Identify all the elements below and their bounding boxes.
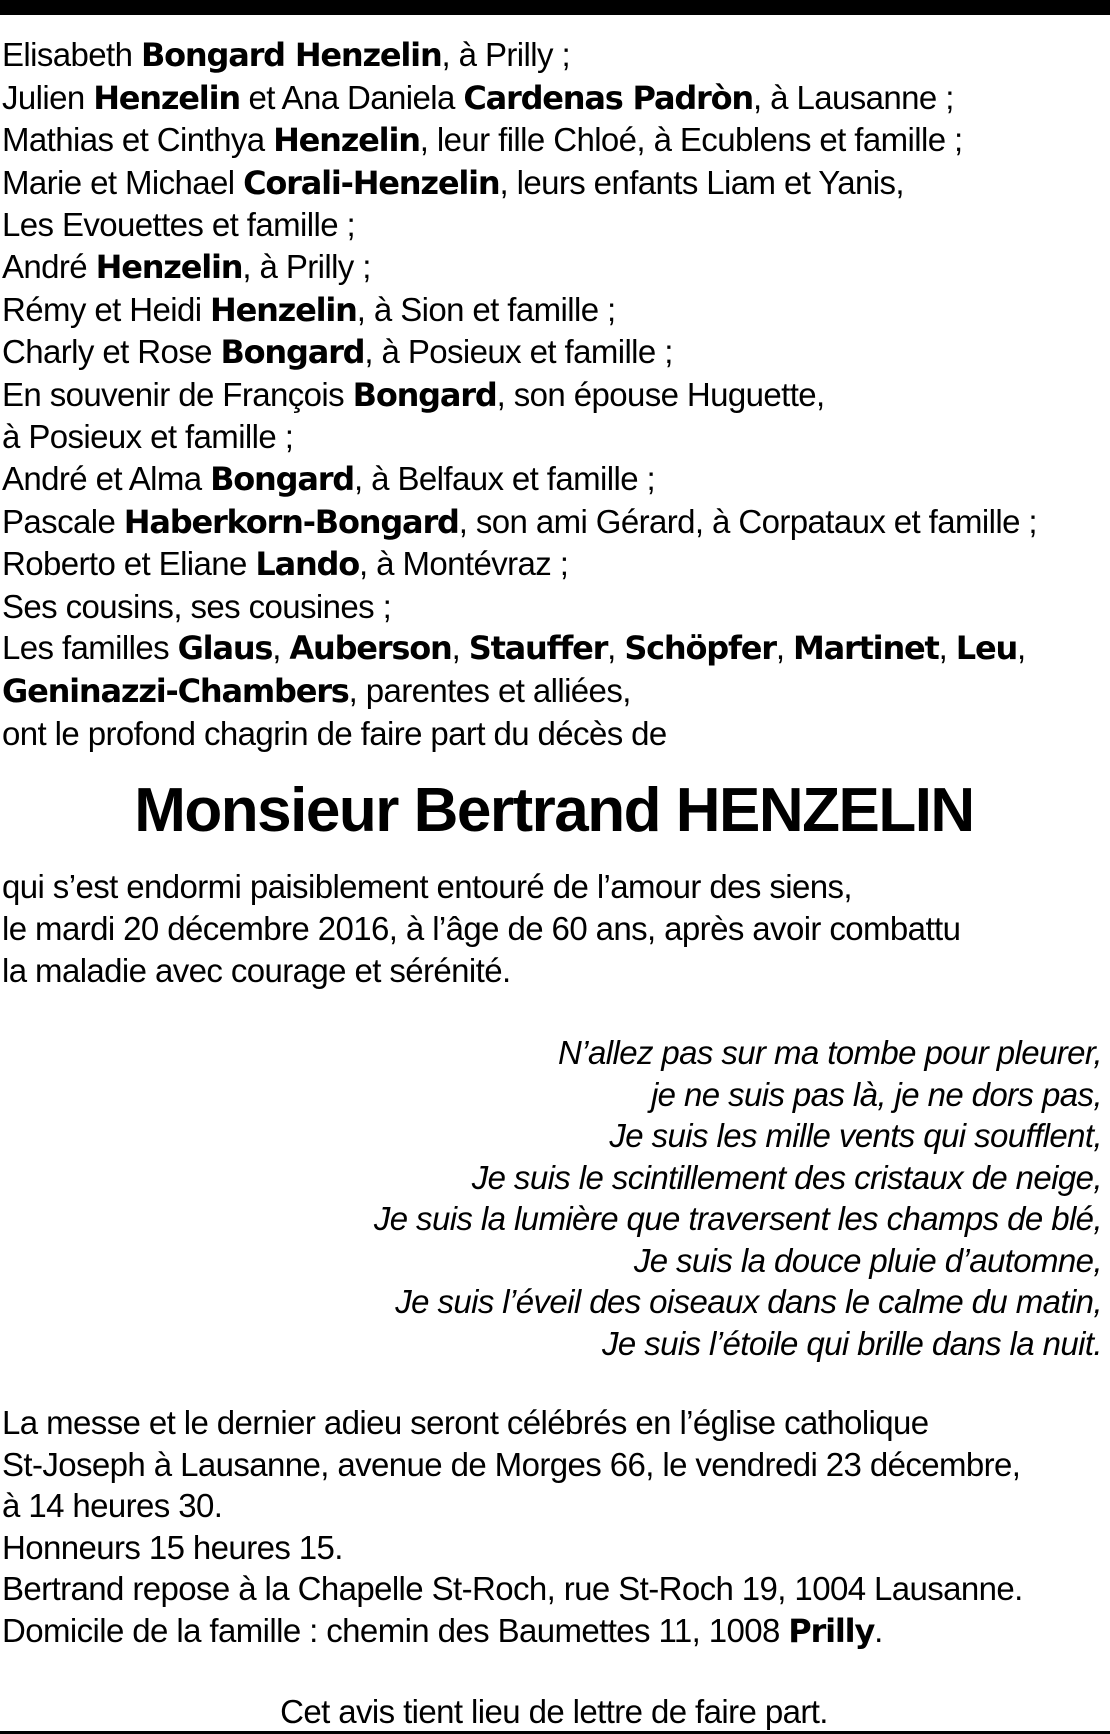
bold-name: Henzelin xyxy=(273,121,420,160)
text-segment: Marie et Michael xyxy=(2,163,244,201)
announcement-paragraph xyxy=(2,866,1106,992)
family-list xyxy=(2,34,1106,754)
text-segment: Mathias et Cinthya xyxy=(2,121,274,159)
text-segment: Domicile de la famille : chemin des Baumettes 11, 1008 xyxy=(2,1612,789,1650)
text-segment: Les Evouettes et famille ; xyxy=(2,206,356,244)
bold-name: Prilly xyxy=(788,1612,875,1651)
family-line xyxy=(2,119,1106,162)
text-segment: , à Belfaux et famille ; xyxy=(354,459,656,497)
text-segment: , à Montévraz ; xyxy=(359,545,569,583)
text-segment: , parentes et alliées, xyxy=(348,671,631,709)
text-segment: Pascale xyxy=(2,502,124,540)
family-line xyxy=(2,501,1106,544)
bold-name: Lando xyxy=(255,545,360,584)
bold-name: Cardenas Padròn xyxy=(463,78,754,117)
text-segment: , leur fille Chloé, à Ecublens et famille ; xyxy=(419,121,963,159)
deceased-name: Monsieur Bertrand HENZELIN xyxy=(134,776,974,846)
family-line xyxy=(2,627,1106,670)
text-segment: à 14 heures 30. xyxy=(2,1487,223,1525)
bold-name: Henzelin xyxy=(93,78,240,117)
announcement-line: qui s’est endormi paisiblement entouré de l’amour des siens, xyxy=(2,868,852,906)
text-segment: , xyxy=(938,629,956,667)
text-segment: , xyxy=(272,629,290,667)
text-segment: En souvenir de François xyxy=(2,375,353,413)
text-segment: Honneurs 15 heures 15. xyxy=(2,1528,343,1566)
text-segment: , à Prilly ; xyxy=(242,247,371,285)
bold-name: Bongard Henzelin xyxy=(140,36,442,74)
text-segment: , xyxy=(1017,629,1026,667)
poem-line: Je suis le scintillement des cristaux de neige, xyxy=(471,1158,1102,1196)
text-segment: . xyxy=(874,1612,883,1650)
text-segment: Rémy et Heidi xyxy=(2,290,211,328)
bold-name: Geninazzi-Chambers xyxy=(2,671,349,710)
text-segment: , son ami Gérard, à Corpataux et famille ; xyxy=(458,502,1037,540)
poem-line: N’allez pas sur ma tombe pour pleurer, xyxy=(558,1034,1102,1072)
text-segment: Roberto et Eliane xyxy=(2,545,256,583)
bold-name: Henzelin xyxy=(95,247,243,286)
ceremony-line xyxy=(2,1568,1106,1610)
bold-name: Stauffer xyxy=(468,629,608,668)
poem-line: Je suis l’éveil des oiseaux dans le calme du matin, xyxy=(395,1283,1102,1321)
text-segment: , son épouse Huguette, xyxy=(496,375,825,413)
text-segment: , à Prilly ; xyxy=(441,36,571,73)
ceremony-line xyxy=(2,1402,1106,1444)
text-segment: Bertrand repose à la Chapelle St-Roch, rue St-Roch 19, 1004 Lausanne. xyxy=(2,1570,1023,1608)
text-segment: Ses cousins, ses cousines ; xyxy=(2,587,392,625)
text-segment: André xyxy=(2,247,96,285)
bold-name: Bongard xyxy=(220,333,365,372)
text-segment: ont le profond chagrin de faire part du décès de xyxy=(2,714,667,752)
ceremony-line xyxy=(2,1444,1106,1486)
bold-name: Bongard xyxy=(210,459,355,498)
text-segment: , à Sion et famille ; xyxy=(356,290,616,328)
announcement-line: le mardi 20 décembre 2016, à l’âge de 60 ans, après avoir combattu xyxy=(2,910,961,948)
text-segment: , à Posieux et famille ; xyxy=(364,333,673,371)
bold-name: Schöpfer xyxy=(624,629,776,668)
text-segment: Les familles xyxy=(2,629,178,667)
family-line xyxy=(2,331,1106,374)
poem-line: Je suis les mille vents qui soufflent, xyxy=(609,1117,1102,1155)
text-segment: Julien xyxy=(2,78,94,116)
family-line xyxy=(2,416,1106,458)
text-segment: , xyxy=(607,629,625,667)
bold-name: Leu xyxy=(955,629,1018,668)
family-line xyxy=(2,713,1106,755)
family-line xyxy=(2,586,1106,628)
poem-line: Je suis l’étoile qui brille dans la nuit. xyxy=(601,1324,1102,1362)
family-line xyxy=(2,204,1106,246)
closing-line: Cet avis tient lieu de lettre de faire part. xyxy=(280,1692,828,1730)
family-line xyxy=(2,458,1106,501)
bold-name: Martinet xyxy=(792,629,939,668)
bold-name: Corali-Henzelin xyxy=(243,163,500,202)
bold-name: Bongard xyxy=(352,375,497,414)
family-line xyxy=(2,543,1106,586)
poem-line: je ne suis pas là, je ne dors pas, xyxy=(650,1075,1102,1113)
bold-name: Haberkorn-Bongard xyxy=(123,502,459,541)
text-segment: Charly et Rose xyxy=(2,333,221,371)
text-segment: André et Alma xyxy=(2,459,211,497)
family-line xyxy=(2,246,1106,289)
ceremony-details xyxy=(2,1402,1106,1653)
top-border-rule xyxy=(0,0,1110,15)
ceremony-line xyxy=(2,1485,1106,1527)
announcement-line: la maladie avec courage et sérénité. xyxy=(2,952,511,990)
family-line xyxy=(2,77,1106,120)
text-segment: , xyxy=(451,629,469,667)
family-line xyxy=(2,670,1106,713)
bold-name: Auberson xyxy=(289,629,452,668)
bold-name: Henzelin xyxy=(210,290,357,329)
text-segment: La messe et le dernier adieu seront célébrés en l’église catholique xyxy=(2,1404,929,1442)
text-segment: Elisabeth xyxy=(2,36,141,73)
text-segment: St-Joseph à Lausanne, avenue de Morges 66, le vendredi 23 décembre, xyxy=(2,1445,1021,1483)
family-line xyxy=(2,34,1106,77)
family-line xyxy=(2,289,1106,332)
family-line xyxy=(2,374,1106,417)
ceremony-line xyxy=(2,1527,1106,1569)
ceremony-line xyxy=(2,1610,1106,1653)
text-segment: et Ana Daniela xyxy=(239,78,464,116)
text-segment: , leurs enfants Liam et Yanis, xyxy=(499,163,904,201)
poem-line: Je suis la douce pluie d’automne, xyxy=(633,1241,1102,1279)
text-segment: , à Lausanne ; xyxy=(753,78,954,116)
family-line xyxy=(2,162,1106,205)
text-segment: , xyxy=(775,629,793,667)
death-notice xyxy=(2,34,1106,1733)
text-segment: à Posieux et famille ; xyxy=(2,418,294,456)
bold-name: Glaus xyxy=(177,629,273,668)
poem-line: Je suis la lumière que traversent les champs de blé, xyxy=(373,1200,1102,1238)
poem xyxy=(2,1032,1106,1364)
